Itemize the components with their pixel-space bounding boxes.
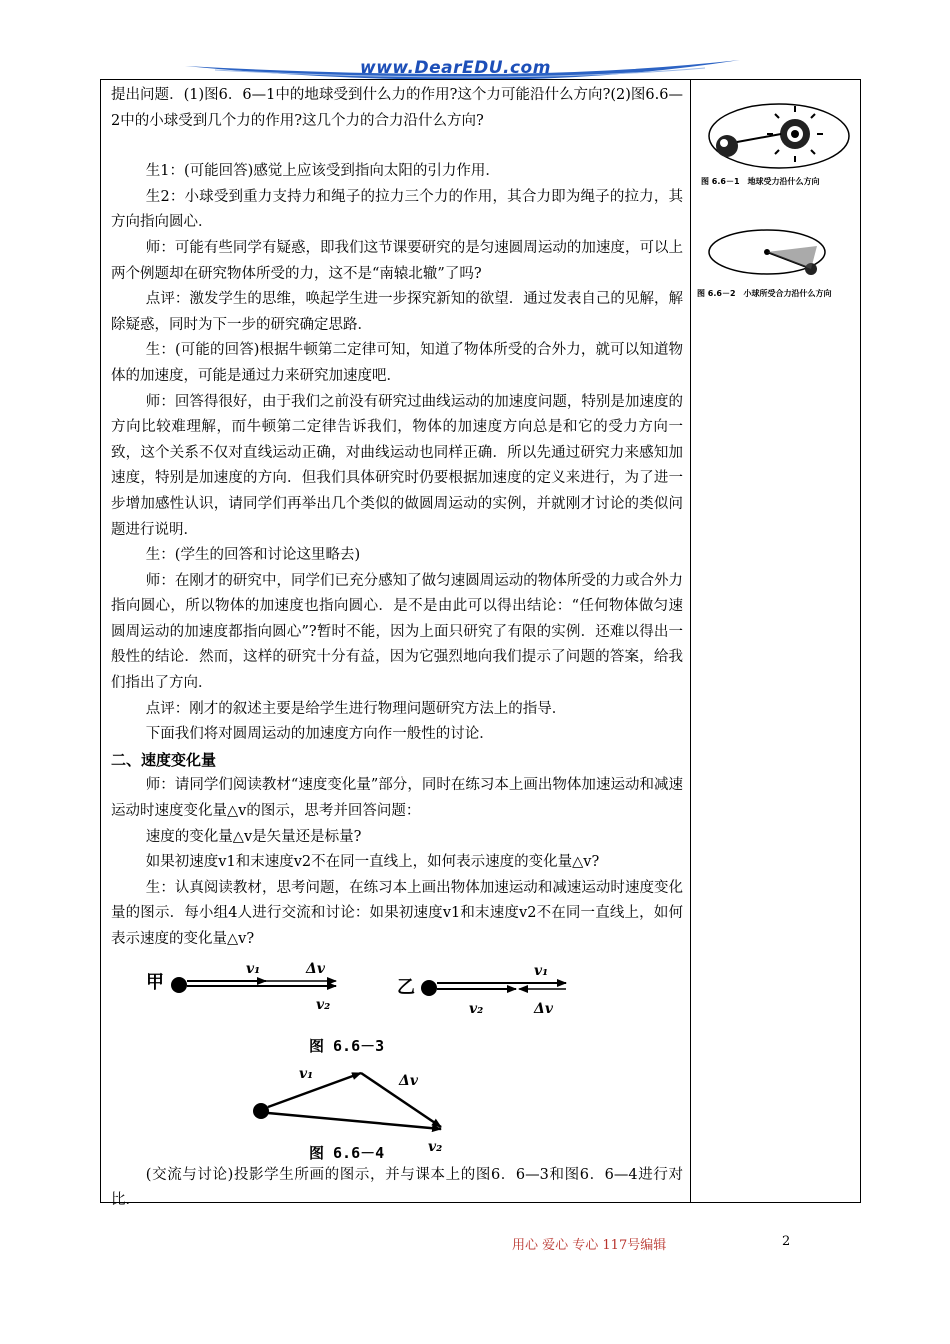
- label-v2: v₂: [428, 1138, 443, 1155]
- footer-text: 用心 爱心 专心 117号编辑: [512, 1238, 667, 1253]
- earth-orbit-figure: [697, 86, 857, 186]
- label-v2: v₂: [469, 1000, 484, 1017]
- paragraph: 师：可能有些同学有疑惑，即我们这节课要研究的是匀速圆周运动的加速度，可以上两个例题却在研究物体所受的力，这不是“南辕北辙”了吗?: [111, 239, 683, 282]
- velocity-diagram: [111, 953, 683, 1163]
- paragraph: 生2：小球受到重力支持力和绳子的拉力三个力的作用，其合力即为绳子的拉力，其方向指向圆心．: [111, 188, 683, 231]
- label-v1: v₁: [299, 1065, 314, 1082]
- paragraph: 点评：刚才的叙述主要是给学生进行物理问题研究方法上的指导．: [145, 700, 567, 717]
- paragraph: 点评：激发学生的思维，唤起学生进一步探究新知的欲望．通过发表自己的见解，解除疑惑，同时为下一步的研究确定思路．: [111, 291, 683, 333]
- caption-fig-6-6-2: 图 6.6－2 小球所受合力沿什么方向: [697, 289, 832, 298]
- ball-triangle: [253, 1103, 269, 1119]
- site-url[interactable]: www.DearEDU.com: [360, 58, 551, 78]
- paragraph: 生1：(可能回答)感觉上应该受到指向太阳的引力作用．: [145, 163, 500, 180]
- lesson-table: [100, 79, 861, 1209]
- label-v2: v₂: [316, 996, 331, 1013]
- label-dv: Δv: [399, 1072, 418, 1089]
- paragraph-spacer: [111, 134, 683, 159]
- caption-fig-6-6-3: 图 6.6－3: [309, 1036, 385, 1055]
- label-yi: 乙: [397, 976, 415, 998]
- ball-jia: [171, 977, 187, 993]
- caption-fig-6-6-4: 图 6.6－4: [309, 1143, 385, 1162]
- lesson-content: [111, 83, 683, 1214]
- paragraph: 生：(学生的回答和讨论这里略去): [145, 547, 361, 564]
- label-v1: v₁: [534, 962, 549, 979]
- paragraph: 如果初速度v1和末速度v2不在同一直线上，如何表示速度的变化量△v?: [145, 854, 600, 871]
- label-dv: Δv: [534, 1000, 553, 1017]
- paragraph: 生：(可能的回答)根据牛顿第二定律可知，知道了物体所受的合外力，就可以知道物体的加速度，可能是通过力来研究加速度吧．: [111, 342, 683, 384]
- label-jia: 甲: [146, 971, 164, 993]
- label-dv: Δv: [306, 960, 325, 977]
- column-divider: [690, 80, 691, 1202]
- paragraph: 生：认真阅读教材，思考问题，在练习本上画出物体加速运动和减速运动时速度变化量的图示．每小组4人进行交流和讨论：如果初速度v1和末速度v2不在同一直线上，如何表示速度的变化量△v?: [111, 879, 683, 947]
- label-v1: v₁: [246, 960, 261, 977]
- velocity-figures: [111, 953, 683, 1163]
- side-figures: [697, 86, 857, 308]
- page-number: 2: [782, 1234, 791, 1249]
- paragraph: 提出问题．(1)图6．6—1中的地球受到什么力的作用?这个力可能沿什么方向?(2)图6.6—2中的小球受到几个力的作用?这几个力的合力沿什么方向?: [111, 87, 683, 129]
- paragraph: 速度的变化量△v是矢量还是标量?: [145, 828, 362, 845]
- paragraph: 师：回答得很好，由于我们之前没有研究过曲线运动的加速度问题，特别是加速度的方向比较难理解，而牛顿第二定律告诉我们，物体的加速度方向总是和它的受力方向一致，这个关系不仅对直线运动正确，对曲线运动也同样正确．所以先通过研究力来感知加速度，特别是加速度的方向．但我们具体研究时仍要根据加速度的定义来进行，为了进一步增加感性认识，请同学们再举出几个类似的做圆周运动的实例，并就刚才讨论的类似问题进行说明．: [111, 393, 683, 538]
- caption-fig-6-6-1: 图 6.6－1 地球受力沿什么方向: [701, 177, 820, 186]
- paragraph: (交流与讨论)投影学生所画的图示，并与课本上的图6．6—3和图6．6—4进行对比．: [111, 1166, 683, 1209]
- ball-yi: [421, 980, 437, 996]
- paragraph: 师：请同学们阅读教材“速度变化量”部分，同时在练习本上画出物体加速运动和减速运动时速度变化量△v的图示，思考并回答问题：: [111, 777, 683, 820]
- ball-string-figure: [697, 214, 857, 304]
- section-heading: 二、速度变化量: [111, 750, 217, 769]
- paragraph: 下面我们将对圆周运动的加速度方向作一般性的讨论．: [145, 726, 494, 743]
- paragraph: 师：在刚才的研究中，同学们已充分感知了做匀速圆周运动的物体所受的力或合外力指向圆心，所以物体的加速度也指向圆心．是不是由此可以得出结论：“任何物体做匀速圆周运动的加速度都指向圆心”?暂时不能，因为上面只研究了有限的实例．还难以得出一般性的结论．然而，这样的研究十分有益，因为它强烈地向我们提示了问题的答案，给我们指出了方向．: [111, 572, 683, 692]
